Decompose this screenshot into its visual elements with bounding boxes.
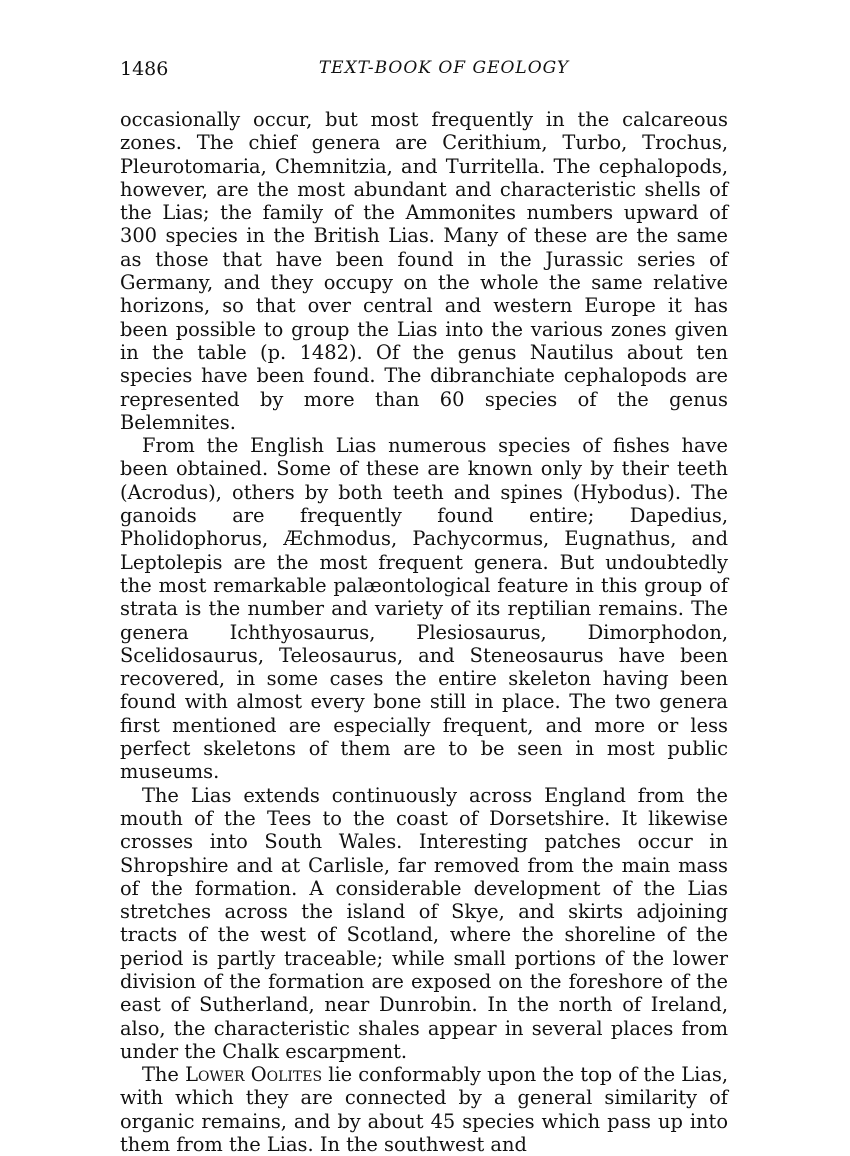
paragraph-3: The Lias extends continuously across England from the mouth of the Tees to the coast of Dorsetshire. It likewise crosses into South Wales. Interesting patches occur in Shropshire and at Carlisle, far removed from the main mass of the formation. A considerable development of the Lias stretches across the island of Skye, and skirts adjoining tracts of the west of Scotland, where the shoreline of the period is partly traceable; while small portions of the lower division of the formation are exposed on the foreshore of the east of Sutherland, near Dunrobin. In the north of Ireland, also, the characteristic shales appear in several places from under the Chalk escarpment. [120,783,728,1063]
page-header [120,58,728,90]
book-page [120,58,728,1156]
paragraph-4 [120,1063,728,1156]
lower-oolites-heading: Lower Oolites [185,1063,323,1087]
paragraph-1: occasionally occur, but most frequently in the calcareous zones. The chief genera are Cerithium, Turbo, Trochus, Pleurotomaria, Chemnitzia, and Turritella. The cephalopods, however, are the most abundant and characteristic shells of the Lias; the family of the Ammonites numbers upward of 300 species in the British Lias. Many of these are the same as those that have been found in the Jurassic series of Germany, and they occupy on the whole the same relative horizons, so that over central and western Europe it has been possible to group the Lias into the various zones given in the table (p. 1482). Of the genus Nautilus about ten species have been found. The dibranchiate cephalopods are represented by more than 60 species of the genus Belemnites. [120,108,728,434]
paragraph-2: From the English Lias numerous species of fishes have been obtained. Some of these are known only by their teeth (Acrodus), others by both teeth and spines (Hybodus). The ganoids are frequently found entire; Dapedius, Pholidophorus, Æchmodus, Pachycormus, Eugnathus, and Leptolepis are the most frequent genera. But undoubtedly the most remarkable palæontological feature in this group of strata is the number and variety of its reptilian remains. The genera Ichthyosaurus, Plesiosaurus, Dimorphodon, Scelidosaurus, Teleosaurus, and Steneosaurus have been recovered, in some cases the entire skeleton having been found with almost every bone still in place. The two genera first mentioned are especially frequent, and more or less perfect skeletons of them are to be seen in most public museums. [120,434,728,784]
body-text [120,108,728,1156]
running-title: TEXT-BOOK OF GEOLOGY [318,58,570,78]
paragraph-4-rest: lie conformably upon the top of the Lias, with which they are connected by a general similarity of organic remains, and by about 45 species which pass up into them from the Lias. In the southwest and [120,1063,728,1156]
paragraph-4-lead: The [142,1063,186,1087]
page-number: 1486 [120,58,169,80]
